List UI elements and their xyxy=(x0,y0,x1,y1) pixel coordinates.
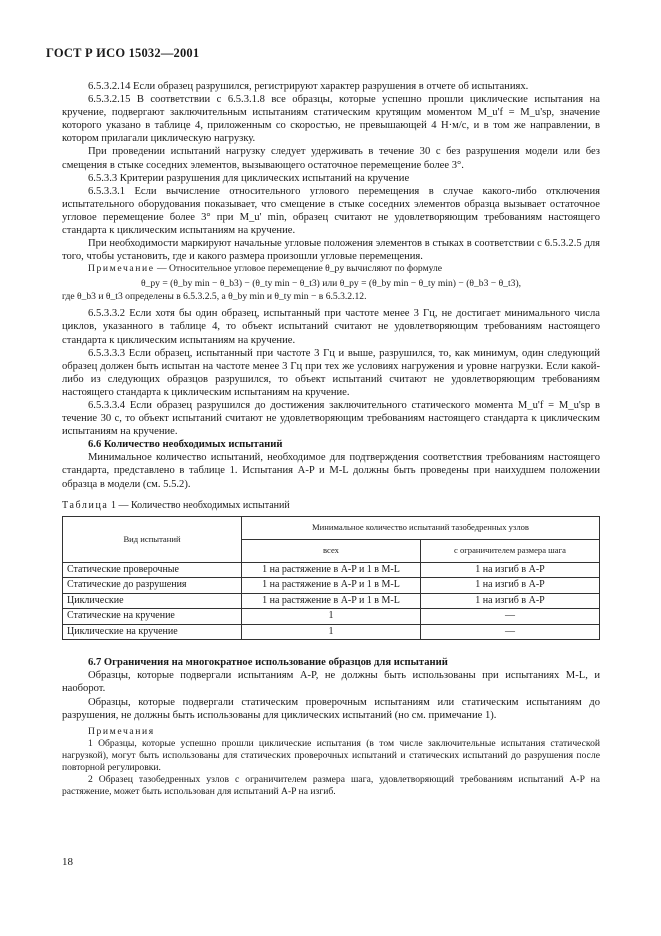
table-header-type: Вид испытаний xyxy=(63,516,242,562)
section-heading-6-6: 6.6 Количество необходимых испытаний xyxy=(88,439,283,451)
table-cell-type: Статические проверочные xyxy=(63,562,242,578)
table-cell-limiter: 1 на изгиб в A-P xyxy=(421,562,600,578)
table-cell-type: Циклические xyxy=(63,593,242,609)
table-cell-type: Статические до разрушения xyxy=(63,578,242,594)
formula-where: где θ_b3 и θ_t3 определены в 6.5.3.2.5, а θ_by min и θ_ty min − в 6.5.3.2.12. xyxy=(62,291,367,303)
section-heading-6-7: 6.7 Ограничения на многократное использование образцов для испытаний xyxy=(88,657,448,669)
paragraph-6-5-3-3-2: 6.5.3.3.2 Если хотя бы один образец, испытанный при частоте менее 3 Гц, не достигает минимального числа циклов, указанного в таблице 4, то объект испытаний считают не удовлетворяющим требованиям настоящего стандарта к циклическим испытаниям на кручение. xyxy=(62,308,600,346)
paragraph-6-5-3-3-1: 6.5.3.3.1 Если вычисление относительного углового перемещения в случае какого-либо отключения испытательного оборудования показывает, что смещение в стыке соседних элементов образца вызывает остаточное угловое перемещение более 3° при M_u' min, образец считают не удовлетворяющим требованиям настоящего стандарта к циклическим испытаниям на кручение. xyxy=(62,185,600,237)
table-cell-all: 1 на растяжение в A-P и 1 в M-L xyxy=(242,578,421,594)
paragraph-6-5-3-2-15: 6.5.3.2.15 В соответствии с 6.5.3.1.8 все образцы, которые успешно прошли циклические испытания на кручение, подвергают заключительным испытаниям статическим крутящим моментом M_u'f = M_u'sp, значение которого указано в таблице 4, приложенным со скоростью, не превышающей 4 Н·м/с, и в том же направлении, в котором прилагали циклическую нагрузку. xyxy=(62,94,600,145)
table-row xyxy=(63,578,600,594)
table-title: 1 — Количество необходимых испытаний xyxy=(108,499,290,511)
document-header: ГОСТ Р ИСО 15032—2001 xyxy=(46,46,200,60)
formula: θ_py = (θ_by min − θ_b3) − (θ_ty min − θ_t3) или θ_py = (θ_by min − θ_ty min) − (θ_b3 − θ_t3), xyxy=(140,278,522,290)
table-row xyxy=(63,609,600,625)
table-cell-all: 1 на растяжение в A-P и 1 в M-L xyxy=(242,593,421,609)
table-row xyxy=(63,624,600,640)
table-cell-all: 1 на растяжение в A-P и 1 в M-L xyxy=(242,562,421,578)
notes-label: Примечания xyxy=(88,725,155,737)
tests-table xyxy=(62,516,600,641)
table-cell-all: 1 xyxy=(242,624,421,640)
table-cell-limiter: — xyxy=(421,609,600,625)
paragraph-min-tests: Минимальное количество испытаний, необходимое для подтверждения соответствия требованиям настоящего стандарта, представлено в таблице 1. Испытания A-P и M-L должны быть проведены при наихудшем положении образца в модели (см. 5.5.2). xyxy=(62,452,600,490)
note-relative-displacement xyxy=(62,263,600,275)
paragraph-ap-ml-reuse: Образцы, которые подвергали испытаниям A-P, не должны быть использованы при испытаниях M-L, и наоборот. xyxy=(62,670,600,695)
table-label: Таблица xyxy=(62,499,109,511)
note-2: 2 Образец тазобедренных узлов с ограничителем размера шага, удовлетворяющий требованиям испытаний A-P на растяжение, может быть использован для испытаний A-P на изгиб. xyxy=(62,773,600,797)
note-label: Примечание xyxy=(88,263,155,275)
paragraph-6-5-3-3-3: 6.5.3.3.3 Если образец, испытанный при частоте 3 Гц и выше, разрушился, то, как минимум, один следующий образец должен быть испытан на частоте менее 3 Гц при тех же условиях нагружения и уровне нагрузки. Если какой-либо из следующих образцов разрушился, то объект испытаний считают не удовлетворяющим требованиям настоящего стандарта к циклическим испытаниям на кручение. xyxy=(62,347,600,398)
paragraph-marking: При необходимости маркируют начальные угловые положения элементов в стыках в соответствии с 6.5.3.2.5 для того, чтобы установить, где и какого размера произошли угловые перемещения. xyxy=(62,238,600,263)
table-cell-limiter: — xyxy=(421,624,600,640)
note-text: — Относительное угловое перемещение θ_py вычисляют по формуле xyxy=(154,263,443,275)
note-1: 1 Образцы, которые успешно прошли циклические испытания (в том числе заключительные испытания статической нагрузкой), могут быть использованы для статических проверочных испытаний и статических испытаний до разрушения после повторной регулировки. xyxy=(62,737,600,773)
table-cell-all: 1 xyxy=(242,609,421,625)
paragraph-6-5-3-3-4: 6.5.3.3.4 Если образец разрушился до достижения заключительного статического момента M_u'f = M_u'sp в течение 30 с, то объект испытаний считают не удовлетворяющим требованиям настоящего стандарта к циклическим испытаниям на кручение. xyxy=(62,399,600,438)
table-row xyxy=(63,562,600,578)
table-header-min: Минимальное количество испытаний тазобедренных узлов xyxy=(242,516,600,539)
table-cell-type: Статические на кручение xyxy=(63,609,242,625)
paragraph-6-5-3-2-14: 6.5.3.2.14 Если образец разрушился, регистрируют характер разрушения в отчете об испытаниях. xyxy=(88,81,529,92)
paragraph-6-5-3-3: 6.5.3.3 Критерии разрушения для циклических испытаний на кручение xyxy=(88,172,410,184)
table-header-limiter: с ограничителем размера шага xyxy=(421,539,600,562)
table-caption xyxy=(62,499,600,512)
paragraph-static-reuse: Образцы, которые подвергали статическим проверочным испытаниям или статическим испытаниям до разрушения, не должны быть использованы для циклических испытаний (но см. примечание 1). xyxy=(62,696,600,721)
document-body xyxy=(62,80,600,798)
table-row xyxy=(63,593,600,609)
table-cell-limiter: 1 на изгиб в A-P xyxy=(421,593,600,609)
page-number: 18 xyxy=(62,856,73,868)
paragraph-hold-load: При проведении испытаний нагрузку следует удерживать в течение 30 с без разрушения модели или без смещения в стыке соседних элементов, вызывающего остаточное перемещение более 3°. xyxy=(62,146,600,171)
table-cell-limiter: 1 на изгиб в A-P xyxy=(421,578,600,594)
table-header-all: всех xyxy=(242,539,421,562)
table-cell-type: Циклические на кручение xyxy=(63,624,242,640)
